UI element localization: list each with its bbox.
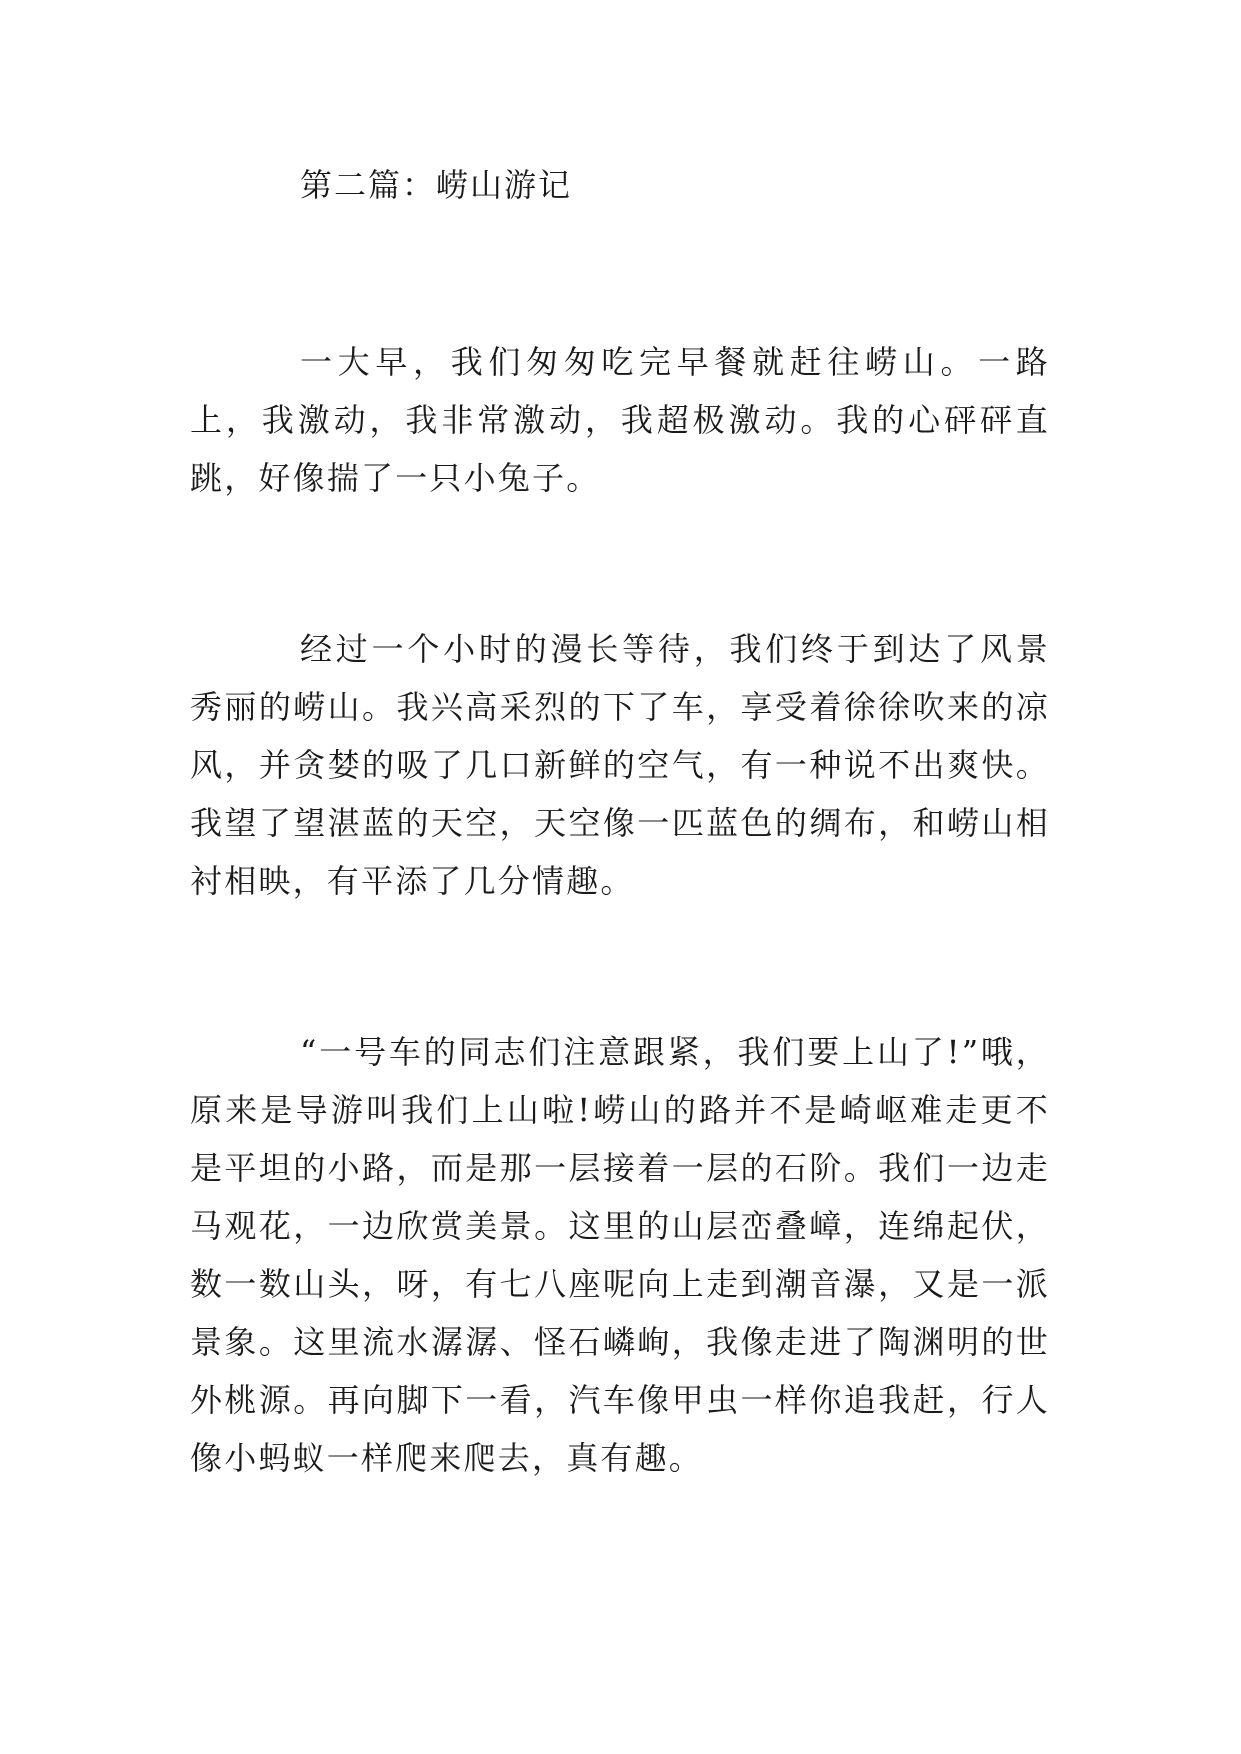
paragraph-1: 一大早，我们匆匆吃完早餐就赶往崂山。一路上，我激动，我非常激动，我超极激动。我的心砰砰直跳，好像揣了一只小兔子。 xyxy=(190,343,1050,497)
document-title: 第二篇：崂山游记 xyxy=(300,166,573,204)
paragraph-2: 经过一个小时的漫长等待，我们终于到达了风景秀丽的崂山。我兴高采烈的下了车，享受着徐徐吹来的凉风，并贪婪的吸了几口新鲜的空气，有一种说不出爽快。我望了望湛蓝的天空，天空像一匹蓝色的绸布，和崂山相衬相映，有平添了几分情趣。 xyxy=(190,630,1050,900)
paragraph-3: “一号车的同志们注意跟紧，我们要上山了!”哦，原来是导游叫我们上山啦!崂山的路并不是崎岖难走更不是平坦的小路，而是那一层接着一层的石阶。我们一边走马观花，一边欣赏美景。这里的山层峦叠嶂，连绵起伏，数一数山头，呀，有七八座呢向上走到潮音瀑，又是一派景象。这里流水潺潺、怪石嶙峋，我像走进了陶渊明的世外桃源。再向脚下一看，汽车像甲虫一样你追我赶，行人像小蚂蚁一样爬来爬去，真有趣。 xyxy=(190,1033,1050,1477)
